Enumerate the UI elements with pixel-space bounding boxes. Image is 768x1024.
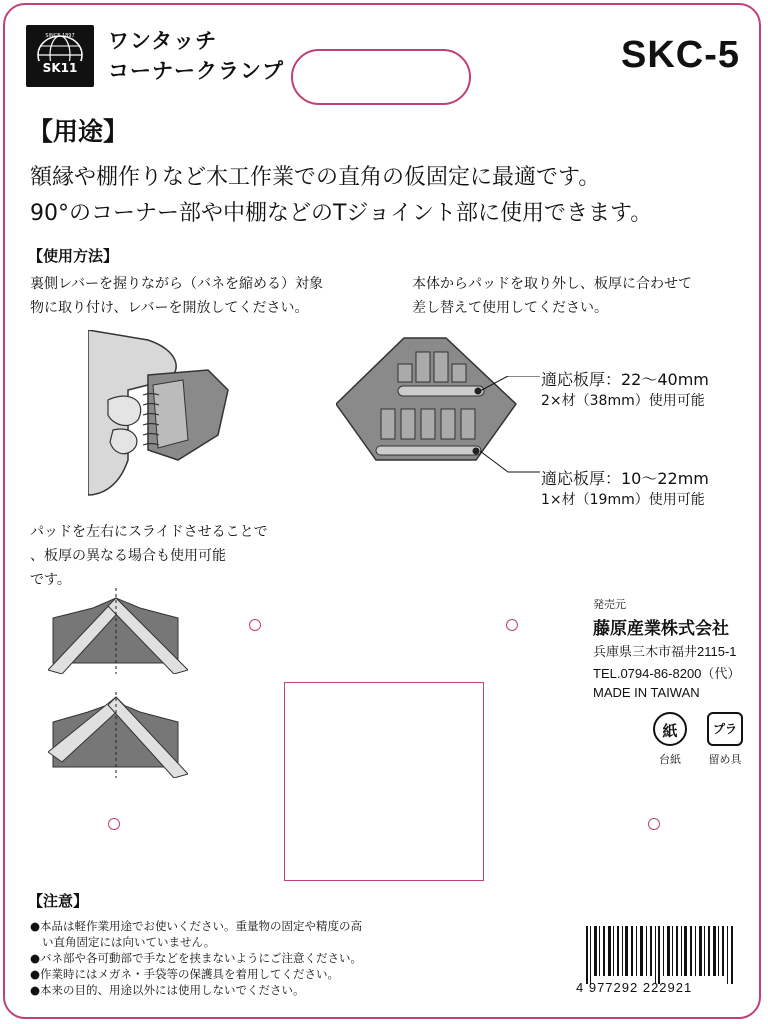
- paper-recycle-label: 台紙: [659, 753, 681, 766]
- spec-thick-main: 適応板厚：22～40mm: [541, 370, 709, 389]
- spec-thin: [541, 466, 709, 509]
- method-right-line-1: 本体からパッドを取り外し、板厚に合わせて: [412, 276, 692, 292]
- plastic-recycle-label: 留め具: [708, 753, 742, 766]
- method-left-line-2: 物に取り付け、レバーを開放してください。: [30, 300, 309, 316]
- product-title-line2: コーナークランプ: [108, 59, 284, 83]
- barcode-digits: 4 977292 222921: [576, 980, 693, 995]
- spec-thin-main: 適応板厚：10～22mm: [541, 469, 709, 488]
- slide-line-1: パッドを左右にスライドさせることで: [30, 524, 268, 540]
- hole-bottom-left: [108, 818, 120, 830]
- barcode: [576, 926, 748, 1002]
- hand-clamp-illustration: [88, 330, 238, 500]
- display-window: [284, 682, 484, 881]
- product-title: [108, 26, 284, 86]
- slide-line-2: 、板厚の異なる場合も使用可能: [30, 548, 226, 564]
- caution-item-1a: ●本品は軽作業用途でお使いください。重量物の固定や精度の高: [30, 919, 363, 933]
- corner-illustration-1: [48, 588, 188, 674]
- hole-bottom-right: [648, 818, 660, 830]
- caution-item-1b: い直角固定には向いていません。: [42, 935, 216, 949]
- brand-logo: [26, 25, 94, 87]
- barcode-bars: [576, 926, 748, 984]
- usage-heading: 【用途】: [28, 117, 129, 146]
- maker-origin: MADE IN TAIWAN: [593, 685, 700, 700]
- logo-top-text: SINCE 1897: [45, 33, 75, 39]
- method-right-line-2: 差し替えて使用してください。: [412, 300, 608, 316]
- maker-tel: TEL.0794-86-8200（代）: [593, 666, 741, 681]
- caution-item-4: ●本来の目的、用途以外には使用しないでください。: [30, 983, 305, 997]
- logo-bottom-text: SK11: [42, 61, 78, 75]
- caution-list: [30, 918, 375, 998]
- hole-top-right: [506, 619, 518, 631]
- spec-thick-sub: 2×材（38mm）使用可能: [541, 393, 705, 409]
- corner-illustration-2: [48, 692, 188, 778]
- slide-text: [30, 520, 268, 592]
- method-heading: 【使用方法】: [28, 247, 119, 265]
- paper-recycle-mark: [650, 712, 690, 767]
- leader-lines: [476, 376, 546, 476]
- hang-hole: [291, 49, 471, 105]
- method-left-text: [30, 272, 323, 320]
- usage-line-1: 額縁や棚作りなど木工作業での直角の仮固定に最適です。: [30, 165, 601, 190]
- method-right-text: [412, 272, 692, 320]
- plastic-recycle-icon: プラ: [707, 712, 743, 746]
- spec-thick: [541, 367, 709, 410]
- model-number: SKC-5: [620, 34, 740, 76]
- hole-top-left: [249, 619, 261, 631]
- method-left-line-1: 裏側レバーを握りながら（バネを縮める）対象: [30, 276, 324, 292]
- maker-label: 発売元: [593, 599, 626, 611]
- maker-address: 兵庫県三木市福井2115-1: [593, 644, 737, 659]
- caution-item-2: ●バネ部や各可動部で手などを挟まないようにご注意ください。: [30, 951, 363, 965]
- maker-name: 藤原産業株式会社: [593, 619, 729, 638]
- product-title-line1: ワンタッチ: [108, 29, 218, 53]
- caution-heading: 【注意】: [28, 892, 89, 910]
- caution-item-3: ●作業時にはメガネ・手袋等の保護具を着用してください。: [30, 967, 340, 981]
- usage-line-2: 90°のコーナー部や中棚などのTジョイント部に使用できます。: [30, 201, 653, 226]
- spec-thin-sub: 1×材（19mm）使用可能: [541, 492, 705, 508]
- slide-line-3: です。: [30, 572, 71, 588]
- paper-recycle-icon: 紙: [653, 712, 687, 746]
- maker-info: [593, 596, 740, 700]
- plastic-recycle-mark: [703, 712, 747, 767]
